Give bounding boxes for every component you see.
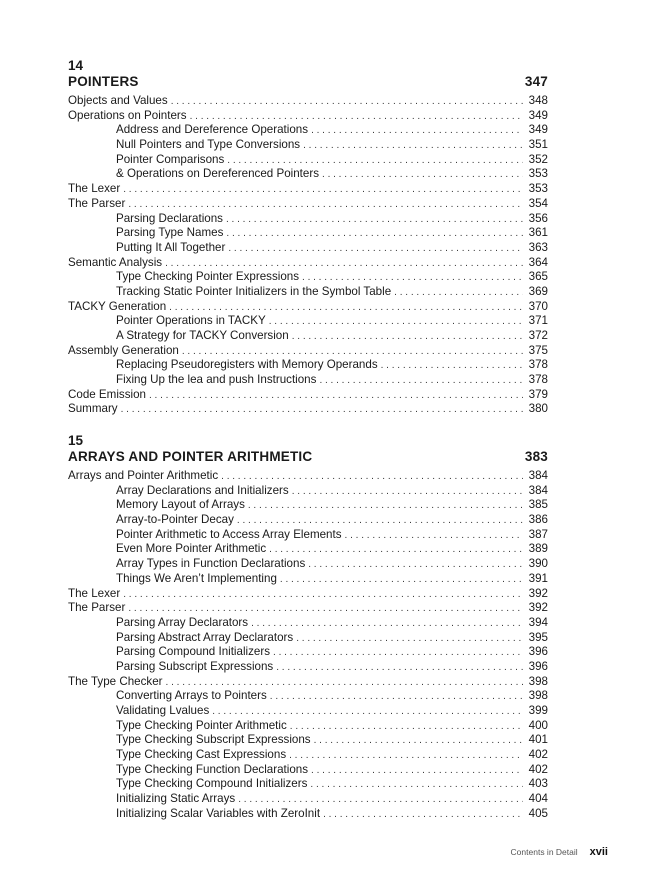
entry-page: 353 xyxy=(528,167,548,181)
entry-title: Type Checking Compound Initializers xyxy=(116,777,308,791)
entry-page: 390 xyxy=(528,557,548,571)
entry-page: 370 xyxy=(528,299,548,313)
dot-leader xyxy=(322,168,523,183)
dot-leader xyxy=(311,124,523,139)
dot-leader xyxy=(302,271,523,286)
toc-subentry xyxy=(68,153,548,168)
entry-page: 378 xyxy=(528,358,548,372)
entry-page: 403 xyxy=(528,777,548,791)
dot-leader xyxy=(228,242,523,257)
entry-title: Replacing Pseudoregisters with Memory Operands xyxy=(116,358,378,372)
dot-leader xyxy=(166,676,523,691)
entry-title: Array-to-Pointer Decay xyxy=(116,513,234,527)
toc-entry xyxy=(68,601,548,616)
toc-entry xyxy=(68,182,548,197)
entry-page: 379 xyxy=(528,387,548,401)
entry-page: 356 xyxy=(528,211,548,225)
dot-leader xyxy=(303,139,523,154)
dot-leader xyxy=(269,543,523,558)
page-footer xyxy=(511,846,608,858)
entry-title: Parsing Abstract Array Declarators xyxy=(116,630,294,644)
entry-title: Array Declarations and Initializers xyxy=(116,483,289,497)
toc-subentry xyxy=(68,792,548,807)
dot-leader xyxy=(394,286,523,301)
entry-page: 349 xyxy=(528,123,548,137)
entry-title: The Lexer xyxy=(68,586,121,600)
dot-leader xyxy=(182,345,523,360)
toc-subentry xyxy=(68,807,548,822)
toc-entry xyxy=(68,109,548,124)
entry-title: Summary xyxy=(68,402,118,416)
toc-subentry xyxy=(68,241,548,256)
entry-page: 378 xyxy=(528,373,548,387)
entry-title: The Type Checker xyxy=(68,674,163,688)
entry-page: 398 xyxy=(528,674,548,688)
dot-leader xyxy=(311,764,523,779)
toc-subentry xyxy=(68,748,548,763)
entry-title: Memory Layout of Arrays xyxy=(116,498,245,512)
toc-subentry xyxy=(68,138,548,153)
toc-subentry xyxy=(68,616,548,631)
toc-list xyxy=(68,94,548,417)
toc-entry xyxy=(68,94,548,109)
entry-title: Validating Lvalues xyxy=(116,704,210,717)
entry-title: Address and Dereference Operations xyxy=(116,123,309,137)
entry-page: 396 xyxy=(528,659,548,673)
entry-page: 404 xyxy=(528,792,548,806)
toc-list xyxy=(68,469,548,822)
entry-title: Arrays and Pointer Arithmetic xyxy=(68,469,219,482)
entry-title: Type Checking Cast Expressions xyxy=(116,748,287,762)
dot-leader xyxy=(381,359,523,374)
entry-page: 391 xyxy=(528,571,548,585)
entry-title: Parsing Type Names xyxy=(116,226,224,240)
dot-leader xyxy=(121,403,523,418)
dot-leader xyxy=(165,257,523,272)
entry-title: Things We Aren’t Implementing xyxy=(116,571,277,585)
entry-title: Type Checking Pointer Expressions xyxy=(116,270,300,284)
dot-leader xyxy=(345,529,523,544)
entry-title: Type Checking Subscript Expressions xyxy=(116,733,311,747)
toc-entry xyxy=(68,402,548,417)
toc-subentry xyxy=(68,498,548,513)
toc-subentry xyxy=(68,123,548,138)
toc-subentry xyxy=(68,645,548,660)
entry-page: 361 xyxy=(528,226,548,240)
entry-title: Type Checking Function Declarations xyxy=(116,762,309,776)
entry-title: TACKY Generation xyxy=(68,299,167,313)
entry-title: Code Emission xyxy=(68,387,146,401)
entry-page: 375 xyxy=(528,343,548,357)
dot-leader xyxy=(269,315,523,330)
dot-leader xyxy=(290,720,523,735)
chapter-14 xyxy=(68,58,548,417)
dot-leader xyxy=(226,227,523,242)
dot-leader xyxy=(248,499,523,514)
chapter-title: POINTERS xyxy=(68,74,139,89)
toc-subentry xyxy=(68,373,548,388)
dot-leader xyxy=(190,110,523,125)
dot-leader xyxy=(308,558,523,573)
dot-leader xyxy=(238,793,523,808)
toc-entry xyxy=(68,675,548,690)
entry-title: Parsing Subscript Expressions xyxy=(116,659,274,673)
entry-title: Type Checking Pointer Arithmetic xyxy=(116,718,287,732)
chapter-page: 383 xyxy=(524,449,548,464)
entry-page: 372 xyxy=(528,329,548,342)
entry-title: Parsing Compound Initializers xyxy=(116,645,271,659)
entry-title: Even More Pointer Arithmetic xyxy=(116,542,267,556)
toc-entry xyxy=(68,344,548,359)
footer-section-label: Contents in Detail xyxy=(510,847,578,857)
entry-title: Null Pointers and Type Conversions xyxy=(116,138,301,152)
entry-page: 354 xyxy=(528,196,548,210)
entry-page: 384 xyxy=(528,483,548,497)
toc-entry xyxy=(68,388,548,403)
entry-title: Parsing Array Declarators xyxy=(116,615,249,629)
chapter-page: 347 xyxy=(524,74,548,89)
chapter-title: ARRAYS AND POINTER ARITHMETIC xyxy=(68,449,313,464)
chapter-number: 14 xyxy=(68,58,84,73)
dot-leader xyxy=(221,470,523,485)
dot-leader xyxy=(212,705,523,720)
entry-page: 389 xyxy=(528,542,548,556)
dot-leader xyxy=(237,514,523,529)
entry-page: 385 xyxy=(528,498,548,512)
entry-title: Semantic Analysis xyxy=(68,255,163,269)
toc-subentry xyxy=(68,542,548,557)
dot-leader xyxy=(273,646,523,661)
dot-leader xyxy=(319,374,523,389)
toc-subentry xyxy=(68,314,548,329)
dot-leader xyxy=(226,213,523,228)
dot-leader xyxy=(292,485,523,500)
toc-subentry xyxy=(68,484,548,499)
dot-leader xyxy=(227,154,523,169)
dot-leader xyxy=(171,95,523,110)
toc-subentry xyxy=(68,557,548,572)
entry-title: The Parser xyxy=(68,601,126,615)
entry-title: Tracking Static Pointer Initializers in the Symbol Table xyxy=(116,284,392,298)
entry-page: 365 xyxy=(528,270,548,284)
entry-title: A Strategy for TACKY Conversion xyxy=(116,329,289,342)
entry-page: 371 xyxy=(528,314,548,328)
entry-page: 399 xyxy=(528,704,548,717)
toc-entry xyxy=(68,587,548,602)
entry-title: Fixing Up the lea and push Instructions xyxy=(116,373,317,387)
toc-subentry xyxy=(68,689,548,704)
chapter-15 xyxy=(68,433,548,822)
dot-leader xyxy=(323,808,523,823)
page-number: xvii xyxy=(589,846,608,858)
entry-title: The Lexer xyxy=(68,182,121,196)
entry-page: 351 xyxy=(528,138,548,152)
entry-page: 353 xyxy=(528,182,548,196)
dot-leader xyxy=(251,617,523,632)
entry-page: 387 xyxy=(528,527,548,541)
entry-page: 392 xyxy=(528,601,548,615)
entry-page: 405 xyxy=(528,806,548,820)
entry-page: 398 xyxy=(528,689,548,703)
chapter-heading xyxy=(68,449,548,465)
entry-page: 395 xyxy=(528,630,548,644)
toc-entry xyxy=(68,256,548,271)
dot-leader xyxy=(310,778,523,793)
entry-title: Pointer Comparisons xyxy=(116,152,225,166)
entry-title: Operations on Pointers xyxy=(68,108,187,122)
dot-leader xyxy=(123,588,523,603)
toc-subentry xyxy=(68,704,548,719)
entry-page: 380 xyxy=(528,402,548,416)
dot-leader xyxy=(128,198,523,213)
toc-entry xyxy=(68,300,548,315)
dot-leader xyxy=(169,301,523,316)
entry-page: 384 xyxy=(528,469,548,482)
dot-leader xyxy=(276,661,523,676)
chapter-number: 15 xyxy=(68,433,84,448)
entry-page: 392 xyxy=(528,586,548,600)
entry-page: 348 xyxy=(528,94,548,107)
toc-subentry xyxy=(68,212,548,227)
entry-page: 349 xyxy=(528,108,548,122)
entry-title: Pointer Operations in TACKY xyxy=(116,314,266,328)
dot-leader xyxy=(292,330,523,345)
entry-title: Assembly Generation xyxy=(68,343,179,357)
toc-subentry xyxy=(68,733,548,748)
entry-title: & Operations on Dereferenced Pointers xyxy=(116,167,320,181)
entry-page: 401 xyxy=(528,733,548,747)
entry-page: 386 xyxy=(528,513,548,527)
toc-subentry xyxy=(68,528,548,543)
toc-entry xyxy=(68,469,548,484)
entry-title: Objects and Values xyxy=(68,94,168,107)
dot-leader xyxy=(270,690,523,705)
dot-leader xyxy=(289,749,523,764)
dot-leader xyxy=(296,632,523,647)
toc-subentry xyxy=(68,572,548,587)
dot-leader xyxy=(280,573,523,588)
entry-title: Initializing Scalar Variables with ZeroInit xyxy=(116,806,321,820)
entry-page: 396 xyxy=(528,645,548,659)
toc-subentry xyxy=(68,329,548,344)
toc-entry xyxy=(68,197,548,212)
entry-page: 394 xyxy=(528,615,548,629)
entry-title: Pointer Arithmetic to Access Array Elements xyxy=(116,527,342,541)
entry-title: Array Types in Function Declarations xyxy=(116,557,306,571)
entry-page: 352 xyxy=(528,152,548,166)
entry-page: 400 xyxy=(528,718,548,732)
dot-leader xyxy=(314,734,523,749)
entry-page: 364 xyxy=(528,255,548,269)
toc-subentry xyxy=(68,763,548,778)
toc-subentry xyxy=(68,719,548,734)
chapter-heading xyxy=(68,74,548,90)
toc-subentry xyxy=(68,513,548,528)
toc-subentry xyxy=(68,631,548,646)
dot-leader xyxy=(128,602,523,617)
entry-page: 402 xyxy=(528,748,548,762)
entry-page: 363 xyxy=(528,240,548,254)
entry-page: 369 xyxy=(528,284,548,298)
toc-subentry xyxy=(68,167,548,182)
toc-subentry xyxy=(68,777,548,792)
dot-leader xyxy=(149,389,523,404)
entry-page: 402 xyxy=(528,762,548,776)
toc-subentry xyxy=(68,226,548,241)
entry-title: Initializing Static Arrays xyxy=(116,792,236,806)
dot-leader xyxy=(123,183,523,198)
toc-subentry xyxy=(68,285,548,300)
entry-title: Putting It All Together xyxy=(116,240,226,254)
entry-title: Converting Arrays to Pointers xyxy=(116,689,267,703)
toc-subentry xyxy=(68,660,548,675)
toc-subentry xyxy=(68,270,548,285)
entry-title: Parsing Declarations xyxy=(116,211,223,225)
toc-subentry xyxy=(68,358,548,373)
entry-title: The Parser xyxy=(68,196,126,210)
